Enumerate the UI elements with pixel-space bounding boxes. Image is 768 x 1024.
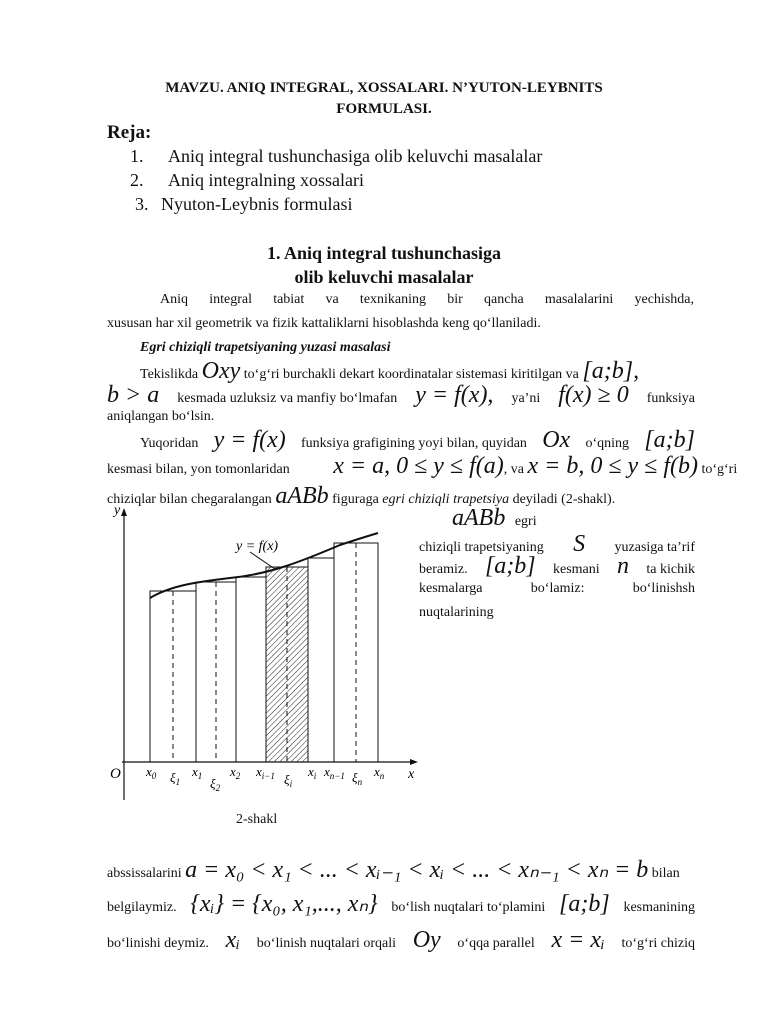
plan-heading: Reja: — [107, 122, 152, 143]
text-run: kesmani — [552, 562, 600, 577]
text-run: bo‘lish nuqtalari to‘plamini — [391, 900, 546, 915]
text-run: ta kichik — [646, 562, 695, 577]
plan-item-number: 3. — [135, 194, 149, 214]
text-run: to‘g‘ri chiziq — [621, 936, 695, 951]
text-run: chiziqli trapetsiyaning — [419, 540, 544, 555]
rectangle-4 — [308, 558, 334, 762]
plan-item-1 — [130, 146, 542, 167]
math-interval: [a;b] — [484, 553, 536, 579]
right-col-line-5: nuqtalarining — [419, 605, 494, 620]
text-run: yuzasiga ta’rif — [614, 540, 695, 555]
text-run: bilan — [651, 866, 680, 881]
tick-label: $x_i$ — [308, 764, 317, 781]
math-xi: xᵢ — [225, 927, 241, 953]
math-n: n — [617, 553, 629, 579]
math-interval: [a;b] — [644, 427, 695, 453]
text-run: kesmada uzluksiz va manfiy bo‘lmafan — [177, 391, 398, 406]
tick-label: $\xi_2$ — [210, 776, 221, 793]
math-function: y = f(x) — [213, 427, 286, 453]
paragraph-line-4 — [140, 428, 695, 452]
right-col-line-4: kesmalarga bo‘lamiz: bo‘linishsh — [419, 581, 695, 596]
math-vertical-line: x = xᵢ — [551, 927, 605, 953]
tick-label: $x_n$ — [374, 764, 385, 781]
riemann-rectangles — [150, 543, 378, 762]
math-oxy: Oxy — [201, 358, 241, 384]
plan-item-text: Aniq integralning xossalari — [168, 170, 364, 190]
right-col-line-2 — [419, 532, 695, 556]
section-heading-line-2: olib keluvchi masalalar — [294, 267, 474, 287]
tick-label: $x_2$ — [230, 764, 241, 781]
math-ox: Ox — [542, 427, 571, 453]
tick-labels — [145, 764, 385, 793]
problem-subtitle: Egri chiziqli trapetsiyaning yuzasi masalasi — [140, 340, 391, 355]
intro-line-2: xususan har xil geometrik va fizik kattaliklarni hisoblashda keng qo‘llaniladi. — [107, 316, 541, 331]
text-run: deyiladi (2-shakl). — [512, 492, 616, 507]
tick-label: $x_0$ — [146, 764, 157, 781]
term-curvilinear-trapezoid: egri chiziqli trapetsiya — [382, 492, 510, 507]
math-oy: Oy — [412, 927, 441, 953]
text-run: chiziqlar bilan chegaralangan — [107, 492, 272, 507]
plan-item-text: Aniq integral tushunchasiga olib keluvchi masalalar — [168, 146, 543, 166]
math-side-a: x = a, 0 ≤ y ≤ f(a) — [333, 453, 504, 479]
math-figure-name: aABb — [275, 483, 329, 509]
math-nonnegative: f(x) ≥ 0 — [558, 382, 629, 408]
math-side-b: x = b, 0 ≤ y ≤ f(b) — [527, 453, 698, 479]
text-run: bo‘linish nuqtalari orqali — [256, 936, 396, 951]
text-run: funksiya — [646, 391, 695, 406]
text-run: o‘qqa parallel — [457, 936, 535, 951]
paragraph-line-7 — [107, 858, 680, 882]
paragraph-line-3: aniqlangan bo‘lsin. — [107, 409, 215, 424]
math-b-gt-a: b > a — [107, 382, 160, 408]
document-title — [0, 78, 768, 120]
plan-item-2 — [130, 170, 364, 191]
tick-label: $x_{n-1}$ — [324, 764, 345, 781]
rectangle-3 — [236, 577, 266, 762]
section-heading — [0, 241, 768, 289]
paragraph-line-9 — [107, 928, 695, 952]
right-col-line-3 — [419, 554, 695, 578]
title-line-2: FORMULASI. — [336, 101, 432, 117]
intro-line-1: Aniq integral tabiat va texnikaning bir qancha masalalarini yechishda, — [160, 292, 694, 307]
text-run: ya’ni — [511, 391, 541, 406]
paragraph-line-1 — [140, 359, 639, 383]
curve-label-leader — [250, 552, 275, 569]
text-run: belgilaymiz. — [107, 900, 177, 915]
paragraph-line-8 — [107, 892, 695, 916]
x-axis-label: x — [408, 767, 415, 782]
text-run: egri — [514, 514, 537, 529]
math-figure-name: aABb — [452, 505, 506, 531]
riemann-sum-figure — [100, 500, 430, 805]
text-run: kesmanining — [623, 900, 695, 915]
text-run: to‘g‘ri burchakli dekart koordinatalar sistemasi kiritilgan va — [243, 367, 579, 382]
tick-label: $x_{i-1}$ — [256, 764, 275, 781]
y-axis-arrow — [121, 508, 127, 516]
math-interval: [a;b] — [559, 891, 610, 917]
tick-label: $\xi_i$ — [284, 772, 293, 789]
text-run: kesmasi bilan, yon tomonlaridan — [107, 462, 290, 477]
x-axis-arrow — [410, 759, 418, 765]
paragraph-line-5 — [107, 454, 737, 478]
paragraph-line-2 — [107, 383, 695, 407]
tick-label: $\xi_n$ — [352, 770, 363, 787]
plan-item-number: 1. — [130, 146, 144, 166]
math-partition: a = x₀ < x₁ < ... < xᵢ₋₁ < xᵢ < ... < xₙ₋₁ < xₙ = b — [185, 857, 649, 883]
text-run: bo‘linishi deymiz. — [107, 936, 209, 951]
right-col-line-1 — [452, 506, 537, 530]
y-axis-label: y — [114, 503, 121, 518]
text-run: abssissalarini — [107, 866, 182, 881]
sample-point-lines — [173, 543, 356, 762]
figure-caption: 2-shakl — [236, 812, 278, 827]
title-line-1: MAVZU. ANIQ INTEGRAL, XOSSALARI. N’YUTON-LEYBNITS — [165, 80, 603, 96]
text-run: figuraga — [332, 492, 379, 507]
math-function: y = f(x), — [415, 382, 494, 408]
plan-item-number: 2. — [130, 170, 144, 190]
origin-label: O — [110, 766, 121, 782]
tick-label: $x_1$ — [192, 764, 203, 781]
math-interval: [a;b], — [582, 358, 640, 384]
math-area-s: S — [573, 531, 586, 557]
text-run: funksiya grafigining yoyi bilan, quyidan — [301, 436, 527, 451]
section-heading-line-1: 1. Aniq integral tushunchasiga — [266, 243, 502, 263]
plan-item-3 — [135, 194, 352, 215]
text-run: beramiz. — [419, 562, 468, 577]
math-point-set: {xᵢ} = {x₀, x₁,..., xₙ} — [190, 891, 378, 917]
tick-label: $\xi_1$ — [170, 770, 181, 787]
text-run: o‘qning — [585, 436, 630, 451]
text-run: Tekislikda — [140, 367, 199, 382]
text-run: to‘g‘ri — [701, 462, 738, 477]
text-run: , va — [503, 462, 524, 477]
curve-label: y = f(x) — [236, 539, 279, 554]
text-run: Yuqoridan — [140, 436, 199, 451]
plan-item-text: Nyuton-Leybnis formulasi — [161, 194, 353, 214]
